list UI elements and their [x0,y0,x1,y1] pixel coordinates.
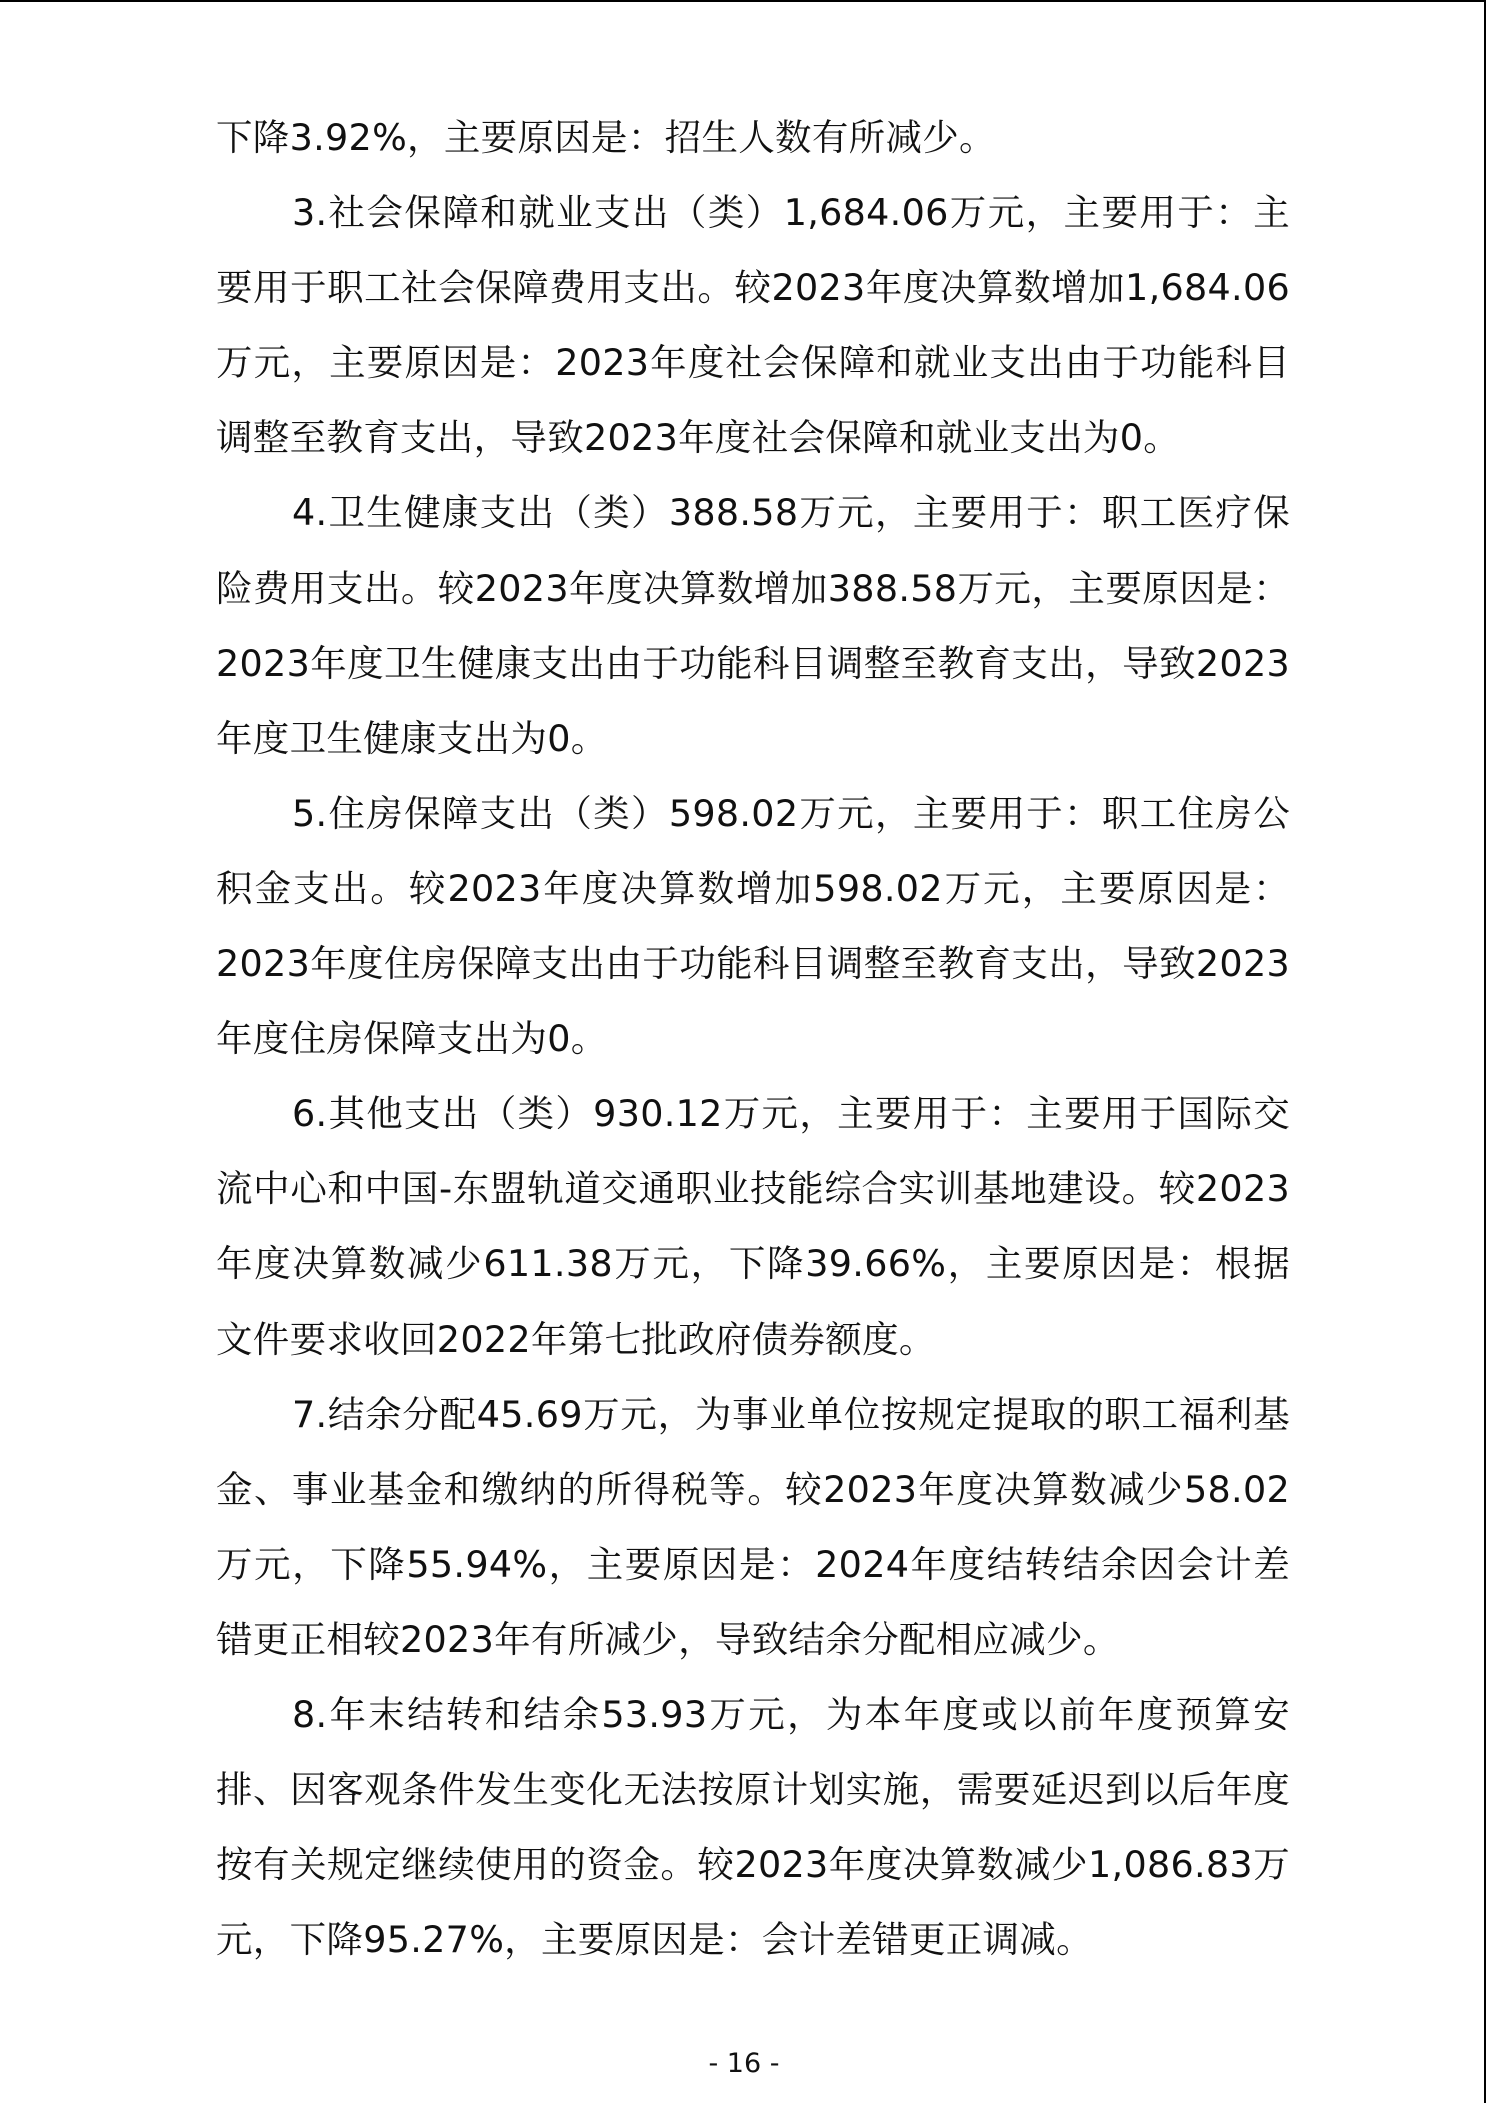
body-text [216,100,1290,1977]
paragraph-social-security: 3.社会保障和就业支出（类）1,684.06万元，主要用于：主要用于职工社会保障费用支出。较2023年度决算数增加1,684.06万元，主要原因是：2023年度社会保障和就业支出由于功能科目调整至教育支出，导致2023年度社会保障和就业支出为0。 [216,191,1290,460]
paragraph-housing: 5.住房保障支出（类）598.02万元，主要用于：职工住房公积金支出。较2023年度决算数增加598.02万元，主要原因是：2023年度住房保障支出由于功能科目调整至教育支出，导致2023年度住房保障支出为0。 [216,791,1290,1061]
paragraph-health: 4.卫生健康支出（类）388.58万元，主要用于：职工医疗保险费用支出。较2023年度决算数增加388.58万元，主要原因是：2023年度卫生健康支出由于功能科目调整至教育支出，导致2023年度卫生健康支出为0。 [216,491,1290,760]
page-number: - 16 - [708,2048,780,2079]
paragraph-other-expenditure: 6.其他支出（类）930.12万元，主要用于：主要用于国际交流中心和中国-东盟轨道交通职业技能综合实训基地建设。较2023年度决算数减少611.38万元，下降39.66%，主要原因是：根据文件要求收回2022年第七批政府债券额度。 [216,1092,1290,1361]
paragraph-year-end-balance: 8.年末结转和结余53.93万元，为本年度或以前年度预算安排、因客观条件发生变化无法按原计划实施，需要延迟到以后年度按有关规定继续使用的资金。较2023年度决算数减少1,086.83万元，下降95.27%，主要原因是：会计差错更正调减。 [216,1692,1290,1962]
paragraph-continuation: 下降3.92%，主要原因是：招生人数有所减少。 [216,116,996,159]
paragraph-surplus-distribution: 7.结余分配45.69万元，为事业单位按规定提取的职工福利基金、事业基金和缴纳的所得税等。较2023年度决算数减少58.02万元，下降55.94%，主要原因是：2024年度结转结余因会计差错更正相较2023年有所减少，导致结余分配相应减少。 [216,1392,1290,1661]
